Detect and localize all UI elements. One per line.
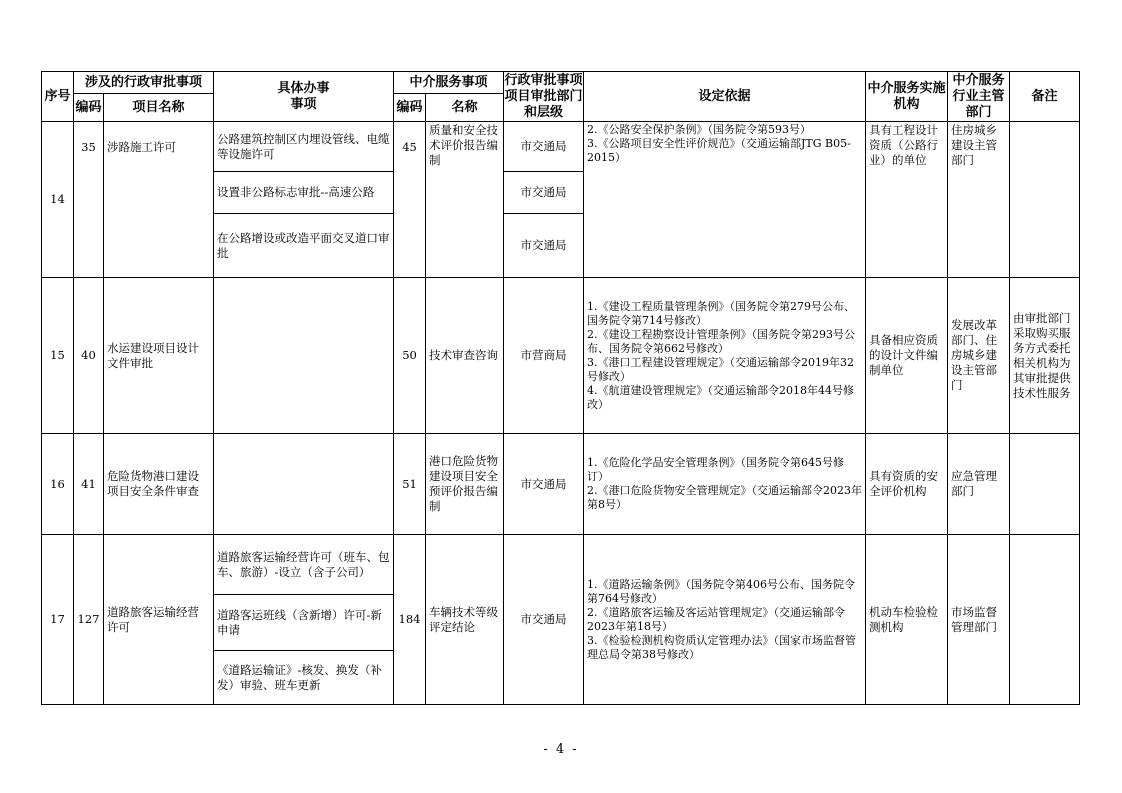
row-17-supervisor: 市场监督管理部门: [948, 535, 1010, 705]
page-number: - 4 -: [543, 742, 579, 757]
row-14-code: 35: [74, 122, 104, 278]
row-16-item: [214, 434, 394, 535]
row-14-basis: 2.《公路安全保护条例》（国务院令第593号） 3.《公路项目安全性评价规范》（交通运输部JTG B05-2015）: [584, 122, 866, 278]
row-15-agency-name: 技术审查咨询: [426, 278, 504, 434]
row-14-remark: [1010, 122, 1080, 278]
header-approval-dept: 行政审批事项项目审批部门和层级: [504, 72, 583, 120]
row-17-seq: 17: [42, 535, 74, 705]
row-17-agency-name: 车辆技术等级评定结论: [426, 535, 504, 705]
row-14-item-2: 设置非公路标志审批--高速公路: [214, 172, 394, 214]
row-14-agency-name: 质量和安全技术评价报告编制: [426, 122, 504, 278]
row-15-provider: 具备相应资质的设计文件编制单位: [866, 278, 948, 434]
header-provider: 中介服务实施机构: [866, 72, 948, 122]
row-14-seq: 14: [42, 122, 74, 278]
row-17-code: 127: [74, 535, 104, 705]
row-14-name: 涉路施工许可: [104, 122, 214, 278]
row-16-seq: 16: [42, 434, 74, 535]
row-17-agency-code: 184: [394, 535, 426, 705]
row-14-supervisor: 住房城乡建设主管部门: [948, 122, 1010, 278]
row-14-dept-2: 市交通局: [504, 172, 584, 214]
row-15-dept: 市营商局: [504, 278, 584, 434]
row-15-basis: 1.《建设工程质量管理条例》（国务院令第279号公布、国务院令第714号修改） 2.《建设工程勘察设计管理条例》（国务院令第293号公布、国务院令第662号修改） 3.《港口工程建设管理规定》（交通运输部令2019年32号修改） 4.《航道建设管理规定》（交通运输部令2018年44号修改）: [584, 278, 866, 434]
row-17-name: 道路旅客运输经营许可: [104, 535, 214, 705]
header-remark: 备注: [1010, 72, 1080, 122]
row-16-dept: 市交通局: [504, 434, 584, 535]
header-seq: 序号: [42, 72, 74, 122]
row-14-agency-code: 45: [394, 122, 426, 278]
row-17-remark: [1010, 535, 1080, 705]
header-agency-group: 中介服务事项: [394, 72, 504, 94]
row-17-dept: 市交通局: [504, 535, 584, 705]
row-15-item: [214, 278, 394, 434]
row-16-agency-name: 港口危险货物建设项目安全预评价报告编制: [426, 434, 504, 535]
header-supervisor: 中介服务行业主管部门: [948, 72, 1010, 122]
row-16-provider: 具有资质的安全评价机构: [866, 434, 948, 535]
row-17-item-2: 道路客运班线（含新增）许可-新申请: [214, 595, 394, 651]
header-admin-group: 涉及的行政审批事项: [74, 72, 214, 94]
row-15-remark: 由审批部门采取购买服务方式委托相关机构为其审批提供技术性服务: [1010, 278, 1080, 434]
row-17-basis: 1.《道路运输条例》（国务院令第406号公布、国务院令第764号修改） 2.《道路旅客运输及客运站管理规定》（交通运输部令2023年第18号） 3.《检验检测机构资质认定管理办法》（国家市场监督管理总局令第38号修改）: [584, 535, 866, 705]
row-14-provider: 具有工程设计资质（公路行业）的单位: [866, 122, 948, 278]
row-15-agency-code: 50: [394, 278, 426, 434]
row-16-remark: [1010, 434, 1080, 535]
header-specific-item: 具体办事 事项: [214, 72, 394, 122]
header-basis: 设定依据: [584, 72, 866, 122]
row-15-seq: 15: [42, 278, 74, 434]
row-14-dept-3: 市交通局: [504, 214, 584, 278]
row-16-agency-code: 51: [394, 434, 426, 535]
row-16-supervisor: 应急管理部门: [948, 434, 1010, 535]
row-14-item-3: 在公路增设或改造平面交叉道口审批: [214, 214, 394, 278]
row-15-supervisor: 发展改革部门、住房城乡建设主管部门: [948, 278, 1010, 434]
row-17-item-1: 道路旅客运输经营许可（班车、包车、旅游）-设立（含子公司）: [214, 535, 394, 595]
row-16-code: 41: [74, 434, 104, 535]
row-15-code: 40: [74, 278, 104, 434]
row-16-basis: 1.《危险化学品安全管理条例》（国务院令第645号修订） 2.《港口危险货物安全管理规定》（交通运输部令2023年第8号）: [584, 434, 866, 535]
header-agency-name: 名称: [426, 94, 504, 122]
row-17-provider: 机动车检验检测机构: [866, 535, 948, 705]
header-agency-code: 编码: [394, 94, 426, 122]
header-admin-name: 项目名称: [104, 94, 214, 122]
row-14-dept-1: 市交通局: [504, 122, 584, 172]
approval-table: [41, 71, 1080, 705]
header-admin-code: 编码: [74, 94, 104, 122]
row-15-name: 水运建设项目设计文件审批: [104, 278, 214, 434]
row-16-name: 危险货物港口建设项目安全条件审查: [104, 434, 214, 535]
row-14-item-1: 公路建筑控制区内埋设管线、电缆等设施许可: [214, 122, 394, 172]
row-17-item-3: 《道路运输证》-核发、换发（补发）审验、班车更新: [214, 651, 394, 705]
